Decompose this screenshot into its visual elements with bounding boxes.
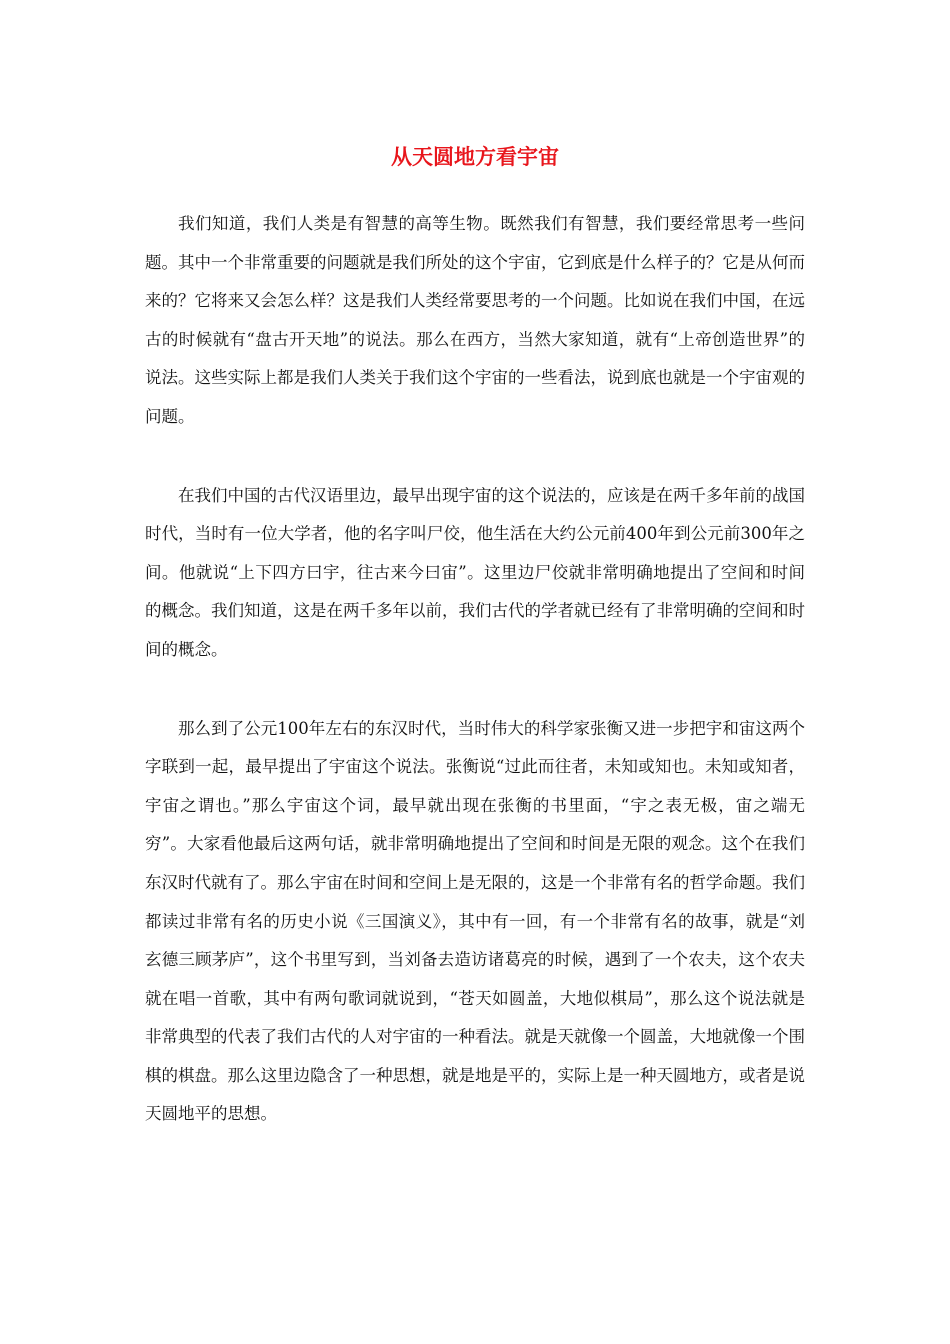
document-title: 从天圆地方看宇宙 — [391, 144, 559, 169]
paragraph-2: 在我们中国的古代汉语里边，最早出现宇宙的这个说法的，应该是在两千多年前的战国时代，当时有一位大学者，他的名字叫尸佼，他生活在大约公元前400年到公元前300年之间。他就说“上下四方曰宇，往古来今曰宙”。这里边尸佼就非常明确地提出了空间和时间的概念。我们知道，这是在两千多年以前，我们古代的学者就已经有了非常明确的空间和时间的概念。 — [145, 485, 805, 659]
document-body — [145, 205, 805, 1174]
paragraph-1: 我们知道，我们人类是有智慧的高等生物。既然我们有智慧，我们要经常思考一些问题。其中一个非常重要的问题就是我们所处的这个宇宙，它到底是什么样子的？它是从何而来的？它将来又会怎么样？这是我们人类经常要思考的一个问题。比如说在我们中国，在远古的时候就有“盘古开天地”的说法。那么在西方，当然大家知道，就有“上帝创造世界”的说法。这些实际上都是我们人类关于我们这个宇宙的一些看法，说到底也就是一个宇宙观的问题。 — [145, 214, 805, 426]
paragraph-3: 那么到了公元100年左右的东汉时代，当时伟大的科学家张衡又进一步把宇和宙这两个字联到一起，最早提出了宇宙这个说法。张衡说“过此而往者，未知或知也。未知或知者，宇宙之谓也。”那么宇宙这个词，最早就出现在张衡的书里面，“宇之表无极，宙之端无穷”。大家看他最后这两句话，就非常明确地提出了空间和时间是无限的观念。这个在我们东汉时代就有了。那么宇宙在时间和空间上是无限的，这是一个非常有名的哲学命题。我们都读过非常有名的历史小说《三国演义》，其中有一回，有一个非常有名的故事，就是“刘玄德三顾茅庐”，这个书里写到，当刘备去造访诸葛亮的时候，遇到了一个农夫，这个农夫就在唱一首歌，其中有两句歌词就说到，“苍天如圆盖，大地似棋局”，那么这个说法就是非常典型的代表了我们古代的人对宇宙的一种看法。就是天就像一个圆盖，大地就像一个围棋的棋盘。那么这里边隐含了一种思想，就是地是平的，实际上是一种天圆地方，或者是说天圆地平的思想。 — [145, 718, 805, 1124]
